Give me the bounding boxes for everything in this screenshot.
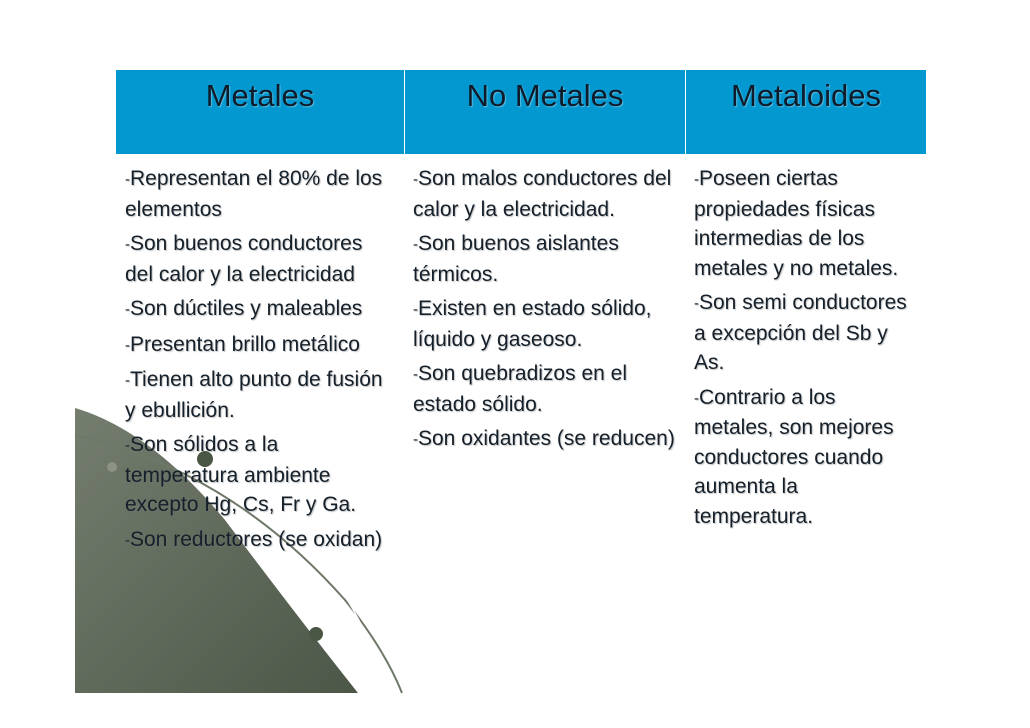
bullet-dash: -	[125, 236, 130, 253]
list-item-text: Son reductores (se oxidan)	[130, 527, 383, 551]
list-item-text: Son oxidantes (se reducen)	[418, 427, 675, 450]
column-no-metales	[404, 154, 685, 560]
column-metales	[116, 154, 404, 560]
list-item	[413, 424, 677, 455]
bullet-dash: -	[694, 295, 699, 312]
header-no-metales: No Metales	[404, 70, 685, 154]
list-item-text: Presentan brillo metálico	[130, 332, 360, 356]
list-item	[125, 525, 396, 556]
bullet-dash: -	[125, 336, 130, 354]
list-item-text: Son buenos conductores del calor y la electricidad	[125, 232, 363, 286]
list-item	[125, 164, 396, 224]
bullet-dash: -	[413, 431, 418, 448]
header-metaloides: Metaloides	[685, 70, 926, 154]
bullet-dash: -	[413, 171, 418, 188]
header-metales: Metales	[116, 70, 404, 154]
list-item-text: Existen en estado sólido, líquido y gaseoso.	[413, 297, 652, 351]
list-item	[125, 229, 396, 289]
list-item	[694, 288, 918, 378]
list-item-text: Representan el 80% de los elementos	[125, 167, 383, 221]
bullet-dash: -	[125, 372, 130, 389]
bullet-dash: -	[413, 301, 418, 318]
bullet-dash: -	[125, 437, 130, 454]
list-item-text: Son quebradizos en el estado sólido.	[413, 362, 627, 416]
orbit-dot	[309, 627, 323, 641]
list-item-text: Poseen ciertas propiedades físicas intermedias de los metales y no metales.	[694, 167, 899, 280]
list-item-text: Son buenos aislantes térmicos.	[413, 232, 619, 286]
list-item	[413, 164, 677, 224]
list-item-text: Son dúctiles y maleables	[130, 297, 363, 320]
list-item-text: Contrario a los metales, son mejores conductores cuando aumenta la temperatura.	[694, 385, 894, 528]
list-item-text: Son malos conductores del calor y la electricidad.	[413, 167, 672, 221]
list-item-text: Tienen alto punto de fusión y ebullición.	[125, 368, 383, 422]
list-item	[125, 294, 396, 325]
bullet-dash: -	[125, 531, 130, 549]
list-item	[694, 164, 918, 283]
bullet-dash: -	[694, 171, 699, 188]
list-item	[125, 330, 396, 361]
list-item	[413, 294, 677, 354]
bullet-dash: -	[125, 301, 130, 318]
list-item-text: Son sólidos a la temperatura ambiente excepto Hg, Cs, Fr y Ga.	[125, 433, 357, 516]
column-metaloides	[685, 154, 926, 560]
list-item-text: Son semi conductores a excepción del Sb y As.	[694, 291, 907, 374]
bullet-dash: -	[125, 171, 130, 188]
list-item	[125, 365, 396, 425]
comparison-table	[116, 70, 926, 560]
bullet-dash: -	[413, 366, 418, 383]
list-item	[694, 383, 918, 532]
list-item	[413, 229, 677, 289]
bullet-dash: -	[694, 389, 699, 407]
list-item	[413, 359, 677, 419]
bullet-dash: -	[413, 236, 418, 253]
list-item	[125, 430, 396, 520]
